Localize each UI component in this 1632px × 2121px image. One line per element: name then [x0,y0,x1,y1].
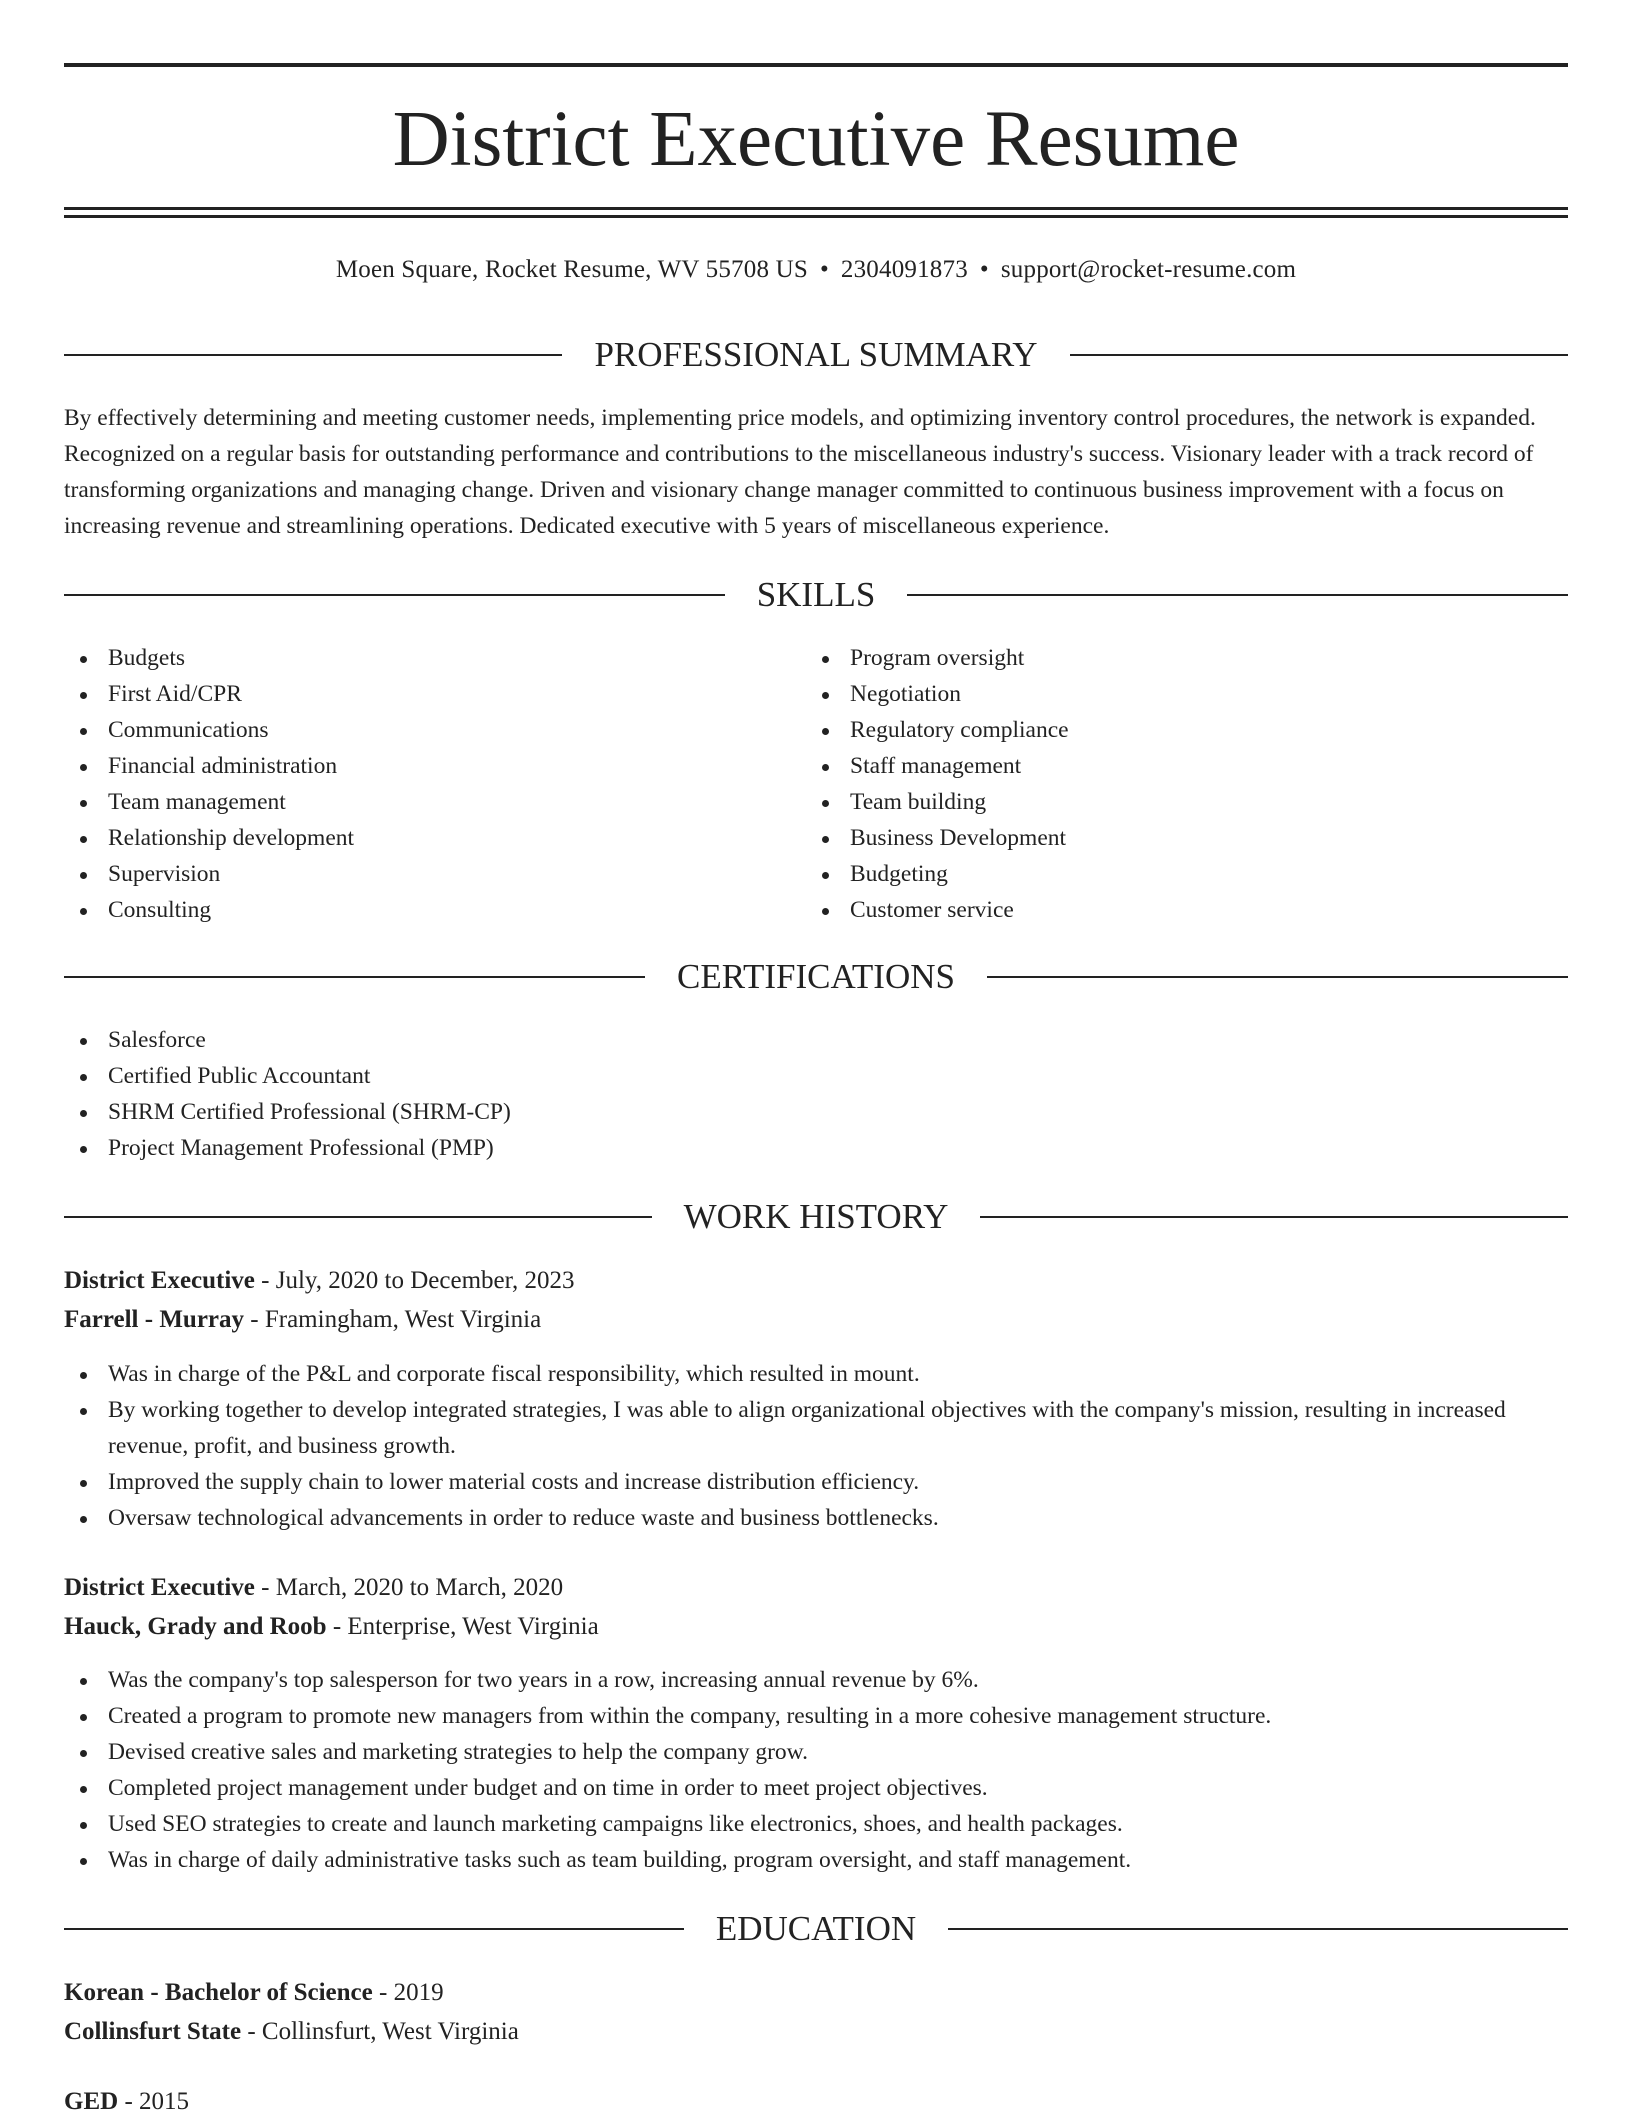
education-school: Collinsfurt State [64,2018,242,2045]
skill-item: Negotiation [806,676,1546,712]
section-title: WORK HISTORY [683,1197,949,1236]
job-title-line [64,1262,574,1300]
job-company: Hauck, Grady and Roob [64,1613,327,1640]
work-history-heading [64,1195,1568,1239]
education-school-line [64,2013,519,2051]
skills-heading [64,573,1568,617]
title-rule-upper [64,207,1568,210]
job-bullets [64,1662,1568,1878]
heading-rule [64,1928,684,1930]
skill-item: Program oversight [806,640,1546,676]
skill-item: Customer service [806,892,1546,928]
job-company: Farrell - Murray [64,1306,245,1333]
job-location: - Framingham, West Virginia [244,1306,542,1333]
skill-item: Consulting [64,892,784,928]
skill-item: Relationship development [64,820,784,856]
job-bullet: Was the company's top salesperson for two years in a row, increasing annual revenue by 6%. [64,1662,1568,1698]
job-title: District Executive [64,1267,255,1294]
certification-item: Certified Public Accountant [64,1058,1568,1094]
skill-item: Team building [806,784,1546,820]
heading-rule [980,1216,1568,1218]
job-title-line [64,1569,563,1607]
heading-rule [907,594,1568,596]
top-rule [64,63,1568,67]
resume-title: District Executive Resume [392,96,1240,183]
heading-rule [64,1216,652,1218]
job-dates: - July, 2020 to December, 2023 [254,1267,575,1294]
job-bullet: By working together to develop integrated strategies, I was able to align organizational objectives with the company's mission, resulting in increased revenue, profit, and business growth. [64,1392,1568,1464]
job-bullet: Devised creative sales and marketing strategies to help the company grow. [64,1734,1568,1770]
skill-item: Staff management [806,748,1546,784]
section-title: CERTIFICATIONS [677,957,955,996]
section-title: EDUCATION [715,1909,917,1948]
skill-item: Team management [64,784,784,820]
job-title: District Executive [64,1574,255,1601]
section-title: SKILLS [756,575,876,614]
skills-list-right [806,640,1546,928]
job-bullet: Used SEO strategies to create and launch marketing campaigns like electronics, shoes, and health packages. [64,1806,1568,1842]
skills-list-left [64,640,784,928]
job-company-line [64,1608,599,1646]
summary-heading [64,333,1568,377]
education-year: - 2019 [372,1979,444,2006]
contact-email: support@rocket-resume.com [1000,256,1297,283]
heading-rule [1070,354,1568,356]
job-bullet: Created a program to promote new managers from within the company, resulting in a more cohesive management structure. [64,1698,1568,1734]
education-degree-line [64,1974,444,2012]
certification-item: SHRM Certified Professional (SHRM-CP) [64,1094,1568,1130]
heading-rule [64,976,645,978]
education-year: - 2015 [118,2088,190,2115]
skill-item: Regulatory compliance [806,712,1546,748]
certification-item: Salesforce [64,1022,1568,1058]
education-heading [64,1907,1568,1951]
skill-item: Financial administration [64,748,784,784]
contact-separator: • [979,256,989,283]
contact-separator: • [819,256,829,283]
education-degree: Korean - Bachelor of Science [64,1979,373,2006]
heading-rule [987,976,1568,978]
title-rule-lower [64,215,1568,218]
job-bullet: Was in charge of daily administrative tasks such as team building, program oversight, and staff management. [64,1842,1568,1878]
heading-rule [948,1928,1568,1930]
section-title: PROFESSIONAL SUMMARY [594,335,1038,374]
job-bullet: Completed project management under budget and on time in order to meet project objectives. [64,1770,1568,1806]
heading-rule [64,354,562,356]
education-location: - Collinsfurt, West Virginia [241,2018,519,2045]
certifications-list [64,1022,1568,1166]
skill-item: Budgets [64,640,784,676]
contact-line [64,252,1568,288]
certifications-heading [64,955,1568,999]
skill-item: Budgeting [806,856,1546,892]
job-dates: - March, 2020 to March, 2020 [254,1574,564,1601]
heading-rule [64,594,725,596]
job-bullets [64,1356,1568,1536]
skill-item: First Aid/CPR [64,676,784,712]
job-location: - Enterprise, West Virginia [326,1613,599,1640]
job-bullet: Improved the supply chain to lower material costs and increase distribution efficiency. [64,1464,1568,1500]
job-bullet: Oversaw technological advancements in order to reduce waste and business bottlenecks. [64,1500,1568,1536]
contact-address: Moen Square, Rocket Resume, WV 55708 US [335,256,808,283]
certification-item: Project Management Professional (PMP) [64,1130,1568,1166]
job-bullet: Was in charge of the P&L and corporate fiscal responsibility, which resulted in mount. [64,1356,1568,1392]
education-degree: GED [64,2088,119,2115]
skill-item: Communications [64,712,784,748]
contact-phone: 2304091873 [840,256,968,283]
summary-text: By effectively determining and meeting customer needs, implementing price models, and optimizing inventory control procedures, the network is expanded. Recognized on a regular basis for outstanding performance and contributions to the miscellaneous industry's success. Visionary leader with a track record of transforming organizations and managing change. Driven and visionary change manager committed to continuous business improvement with a focus on increasing revenue and streamlining operations. Dedicated executive with 5 years of miscellaneous experience. [64,405,1536,539]
skill-item: Business Development [806,820,1546,856]
education-degree-line [64,2083,189,2121]
job-company-line [64,1301,541,1339]
skill-item: Supervision [64,856,784,892]
